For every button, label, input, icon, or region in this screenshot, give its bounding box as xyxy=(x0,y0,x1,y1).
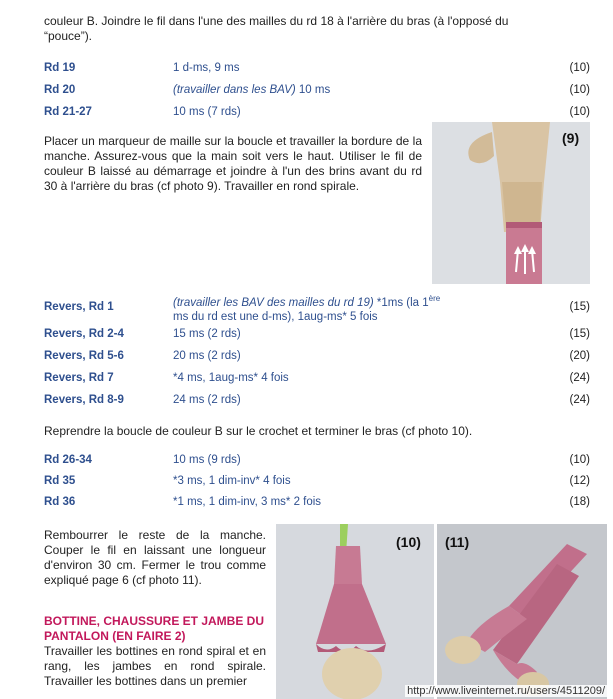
stitch-count: (10) xyxy=(569,84,590,96)
superscript: ère xyxy=(428,294,441,303)
instruction-paragraph: Rembourrer le reste de la manche. Couper le fil en laissant une longueur d'environ 30 cm. Fermer le trou comme expliqué page 6 (cf photo 11). xyxy=(44,528,266,587)
instruction-text-cont: ms du rd est une d-ms), 1aug-ms* 5 fois xyxy=(173,310,378,323)
round-label: Revers, Rd 2-4 xyxy=(44,328,124,340)
stitch-count: (24) xyxy=(569,394,590,406)
source-url-watermark: http://www.liveinternet.ru/users/4511209/ xyxy=(407,685,605,697)
stitch-count: (10) xyxy=(569,62,590,74)
intro-line-2: “pouce”). xyxy=(44,29,93,43)
round-instruction: 24 ms (2 rds) xyxy=(173,394,241,406)
instruction-paragraph: Travailler les bottines en rond spiral et en rang, les jambes en rond spirale. Travailler les bottines dans un premier xyxy=(44,644,266,688)
photo-10 xyxy=(276,524,434,699)
round-instruction: 1 d-ms, 9 ms xyxy=(173,62,240,74)
round-row xyxy=(44,392,590,408)
stitch-count: (10) xyxy=(569,454,590,466)
round-label: Revers, Rd 1 xyxy=(44,301,114,313)
round-row xyxy=(44,348,590,364)
round-instruction xyxy=(173,82,330,98)
round-instruction: *4 ms, 1aug-ms* 4 fois xyxy=(173,372,289,384)
round-row xyxy=(44,104,590,120)
round-row xyxy=(44,494,590,510)
round-label: Rd 21-27 xyxy=(44,106,92,118)
instruction-text: 10 ms xyxy=(295,84,331,96)
instruction-paragraph: Placer un marqueur de maille sur la boucle et travailler la bordure de la manche. Assurez-vous que la main soit vers le haut. Utiliser le fil de couleur B laissé au démarrage et joindre à l'un des brins avant du rd 30 à l'arrière du bras (cf photo 9). Travailler en rond spirale. xyxy=(44,134,422,193)
stitch-count: (24) xyxy=(569,372,590,384)
round-row xyxy=(44,292,590,322)
stitch-count: (20) xyxy=(569,350,590,362)
round-label: Revers, Rd 7 xyxy=(44,372,114,384)
photo-11 xyxy=(437,524,607,699)
intro-line-1: couleur B. Joindre le fil dans l'une des mailles du rd 18 à l'arrière du bras (à l'opposé du xyxy=(44,14,509,28)
photo-11-label: (11) xyxy=(445,534,470,550)
round-row xyxy=(44,473,590,489)
stitch-count: (10) xyxy=(569,106,590,118)
photo-10-label: (10) xyxy=(396,534,421,550)
round-row xyxy=(44,452,590,468)
stitch-count: (18) xyxy=(569,496,590,508)
instruction-text: *1ms (la 1 xyxy=(373,296,429,309)
round-label: Rd 35 xyxy=(44,475,76,487)
round-instruction: 20 ms (2 rds) xyxy=(173,350,241,362)
round-row xyxy=(44,60,590,76)
section-heading: BOTTINE, CHAUSSURE ET JAMBE DU PANTALON (EN FAIRE 2) xyxy=(44,614,265,643)
round-instruction: 15 ms (2 rds) xyxy=(173,328,241,340)
round-instruction xyxy=(173,292,473,324)
round-row xyxy=(44,326,590,342)
italic-note: (travailler dans les BAV) xyxy=(173,84,296,96)
stitch-count: (15) xyxy=(569,328,590,340)
stitch-count: (12) xyxy=(569,475,590,487)
round-instruction: *1 ms, 1 dim-inv, 3 ms* 2 fois xyxy=(173,496,322,508)
photo-11-image xyxy=(437,524,607,699)
intro-text xyxy=(44,14,590,44)
photo-9 xyxy=(432,122,590,284)
photo-10-image xyxy=(276,524,434,699)
round-label: Rd 26-34 xyxy=(44,454,92,466)
round-label: Rd 36 xyxy=(44,496,76,508)
photo-9-label: (9) xyxy=(562,130,580,146)
round-instruction: *3 ms, 1 dim-inv* 4 fois xyxy=(173,475,291,487)
round-instruction: 10 ms (9 rds) xyxy=(173,454,241,466)
round-row xyxy=(44,370,590,386)
instruction-paragraph: Reprendre la boucle de couleur B sur le crochet et terminer le bras (cf photo 10). xyxy=(44,424,473,438)
round-label: Rd 19 xyxy=(44,62,76,74)
stitch-count: (15) xyxy=(569,301,590,313)
round-row xyxy=(44,82,590,98)
photo-9-image xyxy=(432,122,590,284)
round-label: Rd 20 xyxy=(44,84,76,96)
italic-note: (travailler les BAV des mailles du rd 19) xyxy=(173,296,374,309)
round-label: Revers, Rd 5-6 xyxy=(44,350,124,362)
round-label: Revers, Rd 8-9 xyxy=(44,394,124,406)
round-instruction: 10 ms (7 rds) xyxy=(173,106,241,118)
